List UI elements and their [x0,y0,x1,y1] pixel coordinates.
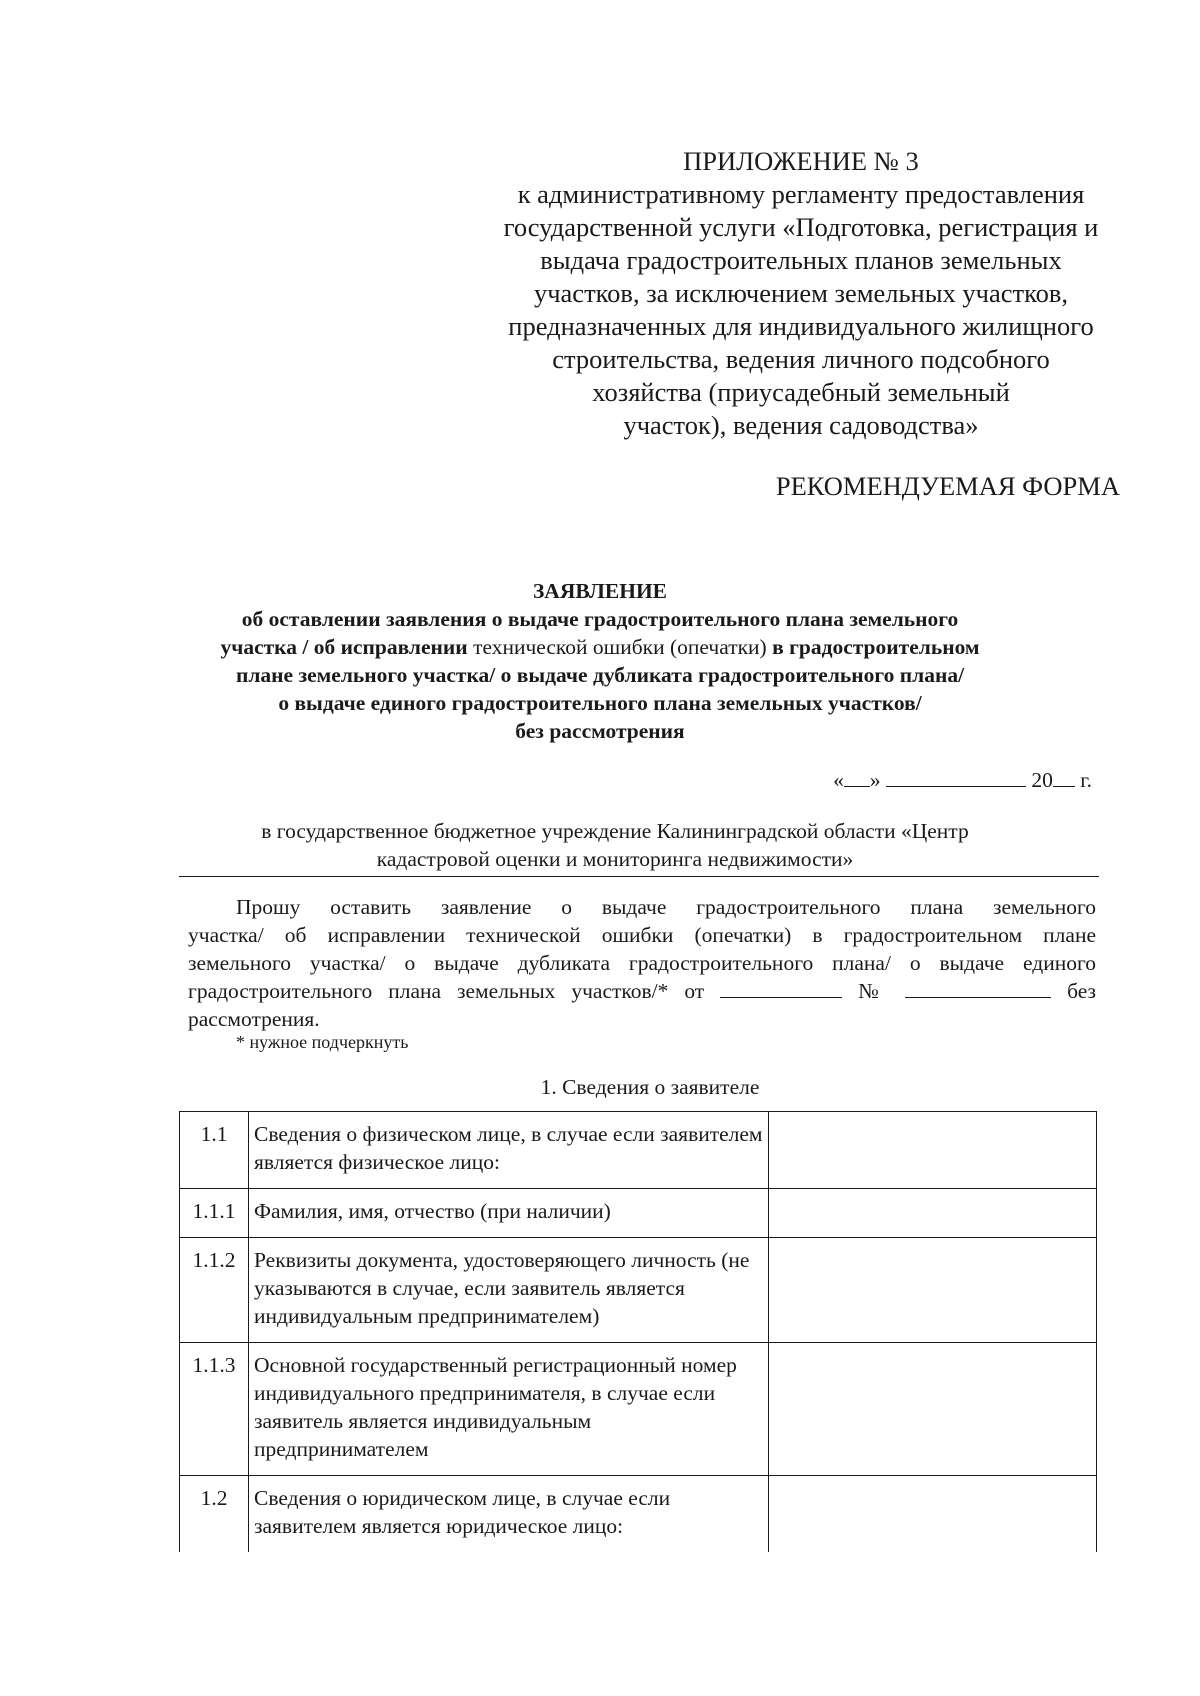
row-value-cell[interactable] [769,1238,1097,1343]
footnote: * нужное подчеркнуть [236,1032,409,1052]
row-value-cell[interactable] [769,1189,1097,1238]
row-value-cell[interactable] [769,1476,1097,1553]
title-line [150,633,1050,661]
date-close-quote: » [869,768,881,792]
row-number: 1.1.1 [180,1189,249,1238]
date-line [700,766,1092,794]
recipient-divider [179,876,1099,877]
applicant-info-table [179,1111,1097,1552]
row-description: Сведения о физическом лице, в случае если заявителем является физическое лицо: [249,1112,769,1189]
request-line: рассмотрения. [188,1007,320,1031]
row-number: 1.1.2 [180,1238,249,1343]
year-suffix: г. [1074,768,1092,792]
title-line: об оставлении заявления о выдаче градостроительного плана земельного [241,607,959,631]
document-heading: ЗАЯВЛЕНИЕ [532,579,668,603]
row-number: 1.1.3 [180,1343,249,1476]
appendix-line: предназначенных для индивидуального жилищного [508,311,1094,341]
request-line: Прошу оставить заявление о выдаче градостроительного плана земельного [236,895,1096,919]
appendix-line: участков, за исключением земельных участков, [533,278,1069,308]
appendix-title: ПРИЛОЖЕНИЕ № 3 [683,146,919,176]
title-line: без рассмотрения [515,719,685,743]
request-line: участка/ об исправлении технической ошибки (опечатки) в градостроительном плане [188,923,1096,947]
row-number: 1.1 [180,1112,249,1189]
row-number: 1.2 [180,1476,249,1553]
date-open-quote: « [833,768,844,792]
request-line: земельного участка/ о выдаче дубликата градостроительного плана/ о выдаче единого [188,951,1096,975]
recommended-form-label: РЕКОМЕНДУЕМАЯ ФОРМА [775,471,1120,501]
year-blank[interactable] [1053,766,1075,787]
table-row [180,1189,1097,1238]
month-blank[interactable] [886,766,1026,787]
section-title: 1. Сведения о заявителе [540,1075,760,1099]
year-prefix: 20 [1031,768,1053,792]
row-description: Сведения о юридическом лице, в случае если заявителем является юридическое лицо: [249,1476,769,1553]
recipient-line: кадастровой оценки и мониторинга недвижимости» [376,847,854,871]
request-line-text: без [1067,979,1097,1003]
request-date-blank[interactable] [720,979,842,998]
title-line-normal: технической ошибки (опечатки) [467,635,773,659]
number-sign: № [858,979,890,1003]
request-line-text: градостроительного плана земельных участков/* от [188,979,705,1003]
title-line-bold: участка / об исправлении [220,635,468,659]
appendix-line: государственной услуги «Подготовка, регистрация и [503,212,1099,242]
row-description: Реквизиты документа, удостоверяющего личность (не указываются в случае, если заявитель является индивидуальным предпринимателем) [249,1238,769,1343]
row-description: Основной государственный регистрационный номер индивидуального предпринимателя, в случае если заявитель является индивидуальным предпринимателем [249,1343,769,1476]
table-row [180,1112,1097,1189]
recipient-block [150,817,1080,873]
appendix-line: хозяйства (приусадебный земельный [592,377,1010,407]
table-row [180,1238,1097,1343]
appendix-header [466,145,1136,442]
title-line-bold: в градостроительном [772,635,980,659]
row-description: Фамилия, имя, отчество (при наличии) [249,1189,769,1238]
title-line: плане земельного участка/ о выдаче дубликата градостроительного плана/ [235,663,965,687]
appendix-line: к административному регламенту предоставления [517,179,1085,209]
table-row [180,1343,1097,1476]
row-value-cell[interactable] [769,1112,1097,1189]
document-title-block [150,577,1050,745]
request-number-blank[interactable] [905,979,1051,998]
day-blank[interactable] [844,766,870,787]
recipient-line: в государственное бюджетное учреждение Калининградской области «Центр [261,819,969,843]
request-paragraph [188,893,1096,1033]
table-row [180,1476,1097,1553]
row-value-cell[interactable] [769,1343,1097,1476]
appendix-line: участок), ведения садоводства» [623,410,979,440]
appendix-line: выдача градостроительных планов земельных [540,245,1062,275]
appendix-line: строительства, ведения личного подсобного [552,344,1050,374]
title-line: о выдаче единого градостроительного плана земельных участков/ [278,691,922,715]
request-line [188,977,1096,1005]
